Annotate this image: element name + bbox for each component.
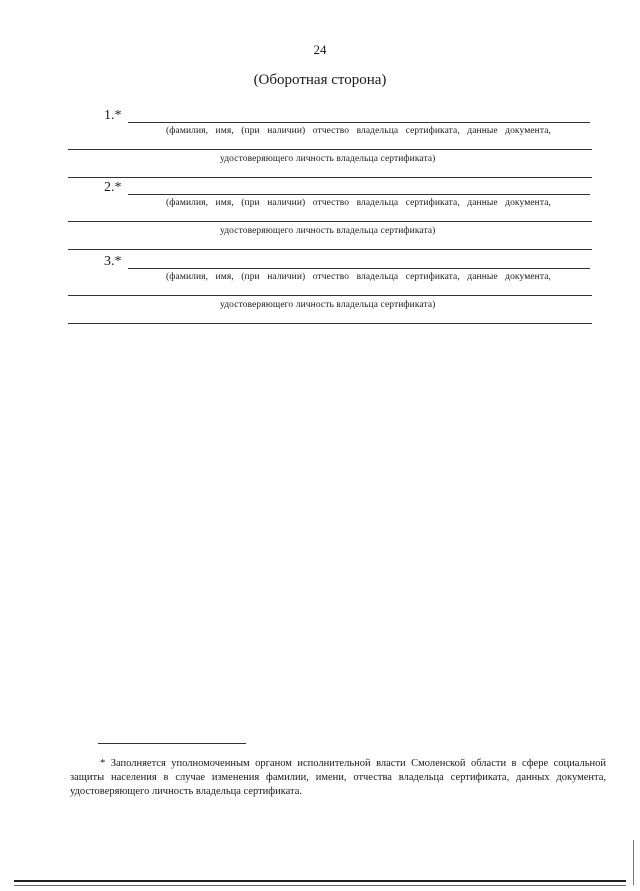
footnote-separator	[98, 743, 246, 744]
entry-caption-document: удостоверяющего личность владельца сертификата)	[220, 300, 436, 310]
entry-number: 1.*	[104, 108, 122, 123]
scan-edge-line	[633, 840, 634, 885]
entry-fill-line[interactable]	[68, 149, 592, 150]
page-bottom-border	[14, 880, 626, 882]
page-number: 24	[313, 42, 327, 57]
entry-fill-line[interactable]	[68, 323, 592, 324]
entry-number: 2.*	[104, 180, 122, 195]
entry-fill-line[interactable]	[68, 249, 592, 250]
entry-caption-document: удостоверяющего личность владельца сертификата)	[220, 154, 436, 164]
entry-caption-document: удостоверяющего личность владельца сертификата)	[220, 226, 436, 236]
page-title: (Оборотная сторона)	[253, 72, 387, 88]
entry-fill-line[interactable]	[128, 122, 590, 123]
entry-fill-line[interactable]	[68, 295, 592, 296]
footnote-text: Заполняется уполномоченным органом исполнительной власти Смоленской области в сфере социальной защиты населения в случае изменения фамилии, имени, отчества владельца сертификата, данных документа, удостоверяющего личность владельца сертификата.	[70, 758, 606, 797]
entry-fill-line[interactable]	[128, 194, 590, 195]
footnote-mark: *	[100, 758, 106, 769]
footnote	[70, 757, 606, 799]
entry-caption-name: (фамилия, имя, (при наличии) отчество владельца сертификата, данные документа,	[166, 198, 551, 208]
entry-fill-line[interactable]	[128, 268, 590, 269]
entry-number: 3.*	[104, 254, 122, 269]
page-bottom-border	[14, 885, 626, 886]
entry-caption-name: (фамилия, имя, (при наличии) отчество владельца сертификата, данные документа,	[166, 126, 551, 136]
entry-fill-line[interactable]	[68, 177, 592, 178]
entry-caption-name: (фамилия, имя, (при наличии) отчество владельца сертификата, данные документа,	[166, 272, 551, 282]
entry-fill-line[interactable]	[68, 221, 592, 222]
